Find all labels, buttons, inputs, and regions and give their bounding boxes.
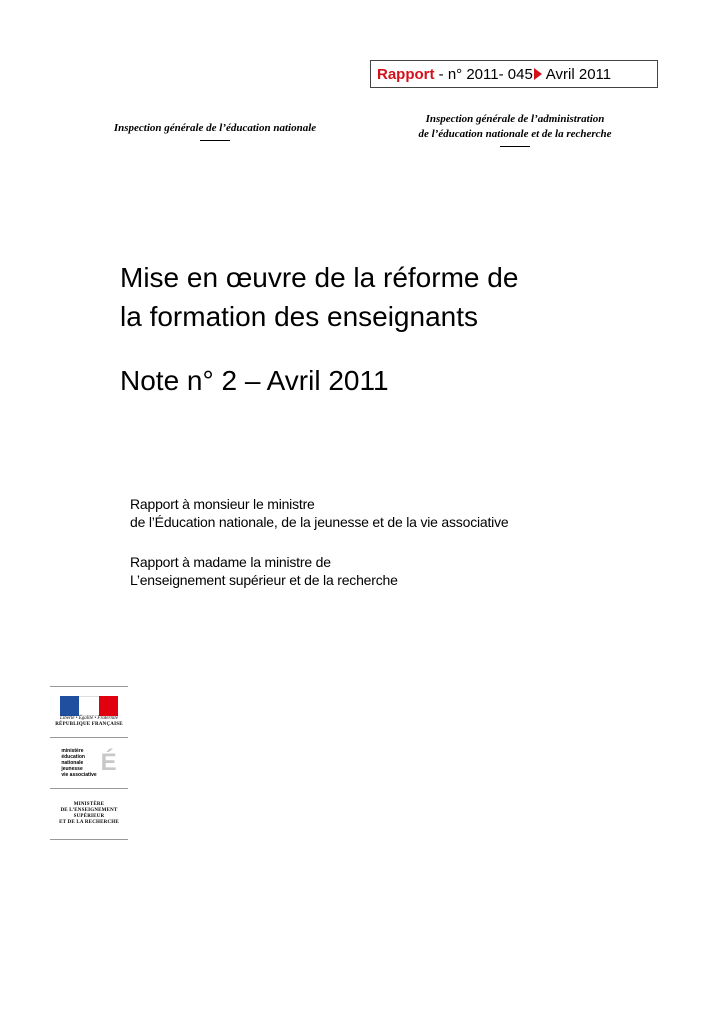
inspection-right [395, 112, 635, 147]
inspection-right-line2: de l’éducation nationale et de la recherche [418, 128, 612, 140]
ministere-line: vie associative [61, 772, 97, 778]
sup-line: ET DE LA RECHERCHE [59, 820, 119, 825]
ministere-line: éducation [61, 754, 85, 760]
document-title [120, 258, 600, 336]
republique-motto: Liberté • Égalité • Fraternité [60, 716, 118, 721]
recipient-2-line2: L’enseignement supérieur et de la recherche [130, 572, 398, 588]
ministere-education-logo [50, 738, 128, 788]
french-flag-icon [60, 696, 118, 716]
sup-line: MINISTÈRE [73, 802, 105, 807]
recipient-1-line2: de l’Éducation nationale, de la jeunesse et de la vie associative [130, 514, 509, 530]
divider [200, 140, 230, 141]
note-heading: Note n° 2 – Avril 2011 [120, 365, 389, 396]
ministere-line: jeunesse [61, 766, 83, 772]
recipient-2 [130, 553, 398, 589]
ministere-label: ministère [61, 748, 84, 754]
education-e-icon: É [100, 749, 117, 776]
triangle-arrow-icon [534, 68, 542, 80]
recipient-1-line1: Rapport à monsieur le ministre [130, 496, 315, 512]
divider [500, 146, 530, 147]
ministere-line: nationale [61, 760, 84, 766]
republique-name: RÉPUBLIQUE FRANÇAISE [55, 722, 123, 727]
inspection-left [95, 121, 335, 141]
recipient-2-line1: Rapport à madame la ministre de [130, 554, 331, 570]
report-label: Rapport [377, 65, 435, 83]
divider [50, 839, 128, 840]
recipient-1 [130, 495, 508, 531]
report-number: - n° 2011- 045 [438, 65, 533, 83]
logo-block [50, 686, 128, 840]
report-date: Avril 2011 [545, 65, 612, 83]
inspection-left-text: Inspection générale de l’éducation nationale [113, 122, 317, 134]
report-number-box [370, 60, 658, 88]
inspection-right-line1: Inspection générale de l’administration [425, 113, 605, 125]
sup-line: DE L’ENSEIGNEMENT SUPÉRIEUR [60, 808, 118, 819]
republique-logo [50, 687, 128, 737]
title-line1: Mise en œuvre de la réforme de [120, 262, 519, 293]
title-line2: la formation des enseignants [120, 301, 478, 332]
ministere-sup-logo [50, 789, 128, 839]
